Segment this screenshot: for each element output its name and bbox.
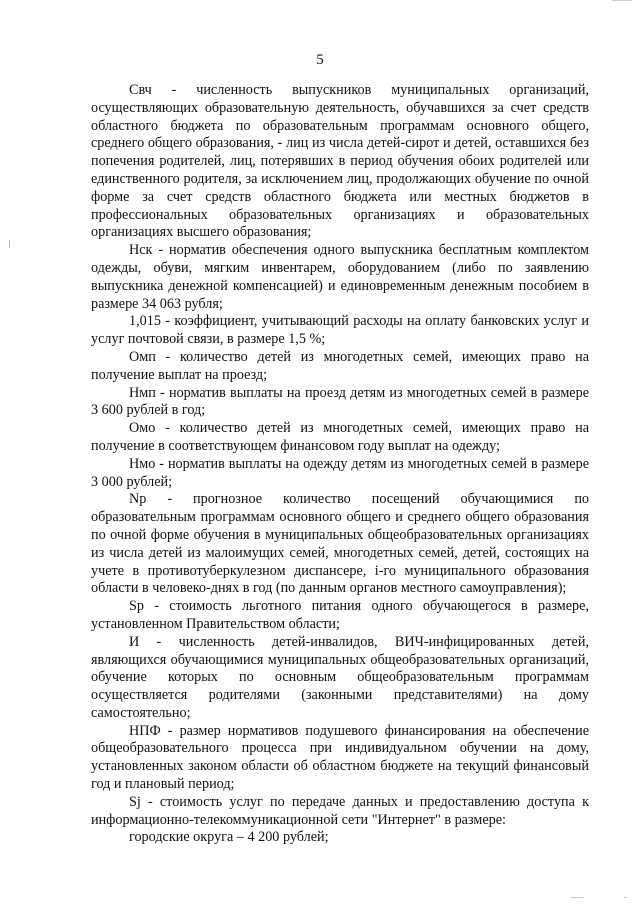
document-body: [91, 82, 589, 847]
paragraph-npf: НПФ - размер нормативов подушевого финансирования на обеспечение общеобразовательного процесса при индивидуальном обучении на дому, установленных законом области об областном бюджете на текущий финансовый год и плановый период;: [91, 722, 589, 793]
scan-artifact-mark: [612, 0, 632, 1]
paragraph-svch: Свч - численность выпускников муниципальных организаций, осуществляющих образовательную деятельность, обучавшихся за счет средств областного бюджета по образовательным программам основного общего, среднего общего образования, - лиц из числа детей-сирот и детей, оставшихся без попечения родителей, лиц, потерявших в период обучения обоих родителей или единственного родителя, за исключением лиц, продолжающих обучение по очной форме за счет средств областного бюджета или местных бюджетов в профессиональных образовательных организациях и образовательных организациях высшего образования;: [91, 82, 589, 241]
paragraph-sj: Sj - стоимость услуг по передаче данных и предоставлению доступа к информационно-телекоммуникационной сети "Интернет" в размере:: [91, 793, 589, 828]
page-number: 5: [316, 52, 324, 68]
scan-artifact-mark: [9, 240, 10, 248]
paragraph-city-districts: городские округа – 4 200 рублей;: [129, 829, 329, 846]
paragraph-nmp: Нмп - норматив выплаты на проезд детям из многодетных семей в размере 3 600 рублей в год;: [91, 384, 589, 419]
scan-artifact-mark: [570, 897, 584, 898]
paragraph-nsk: Нск - норматив обеспечения одного выпускника бесплатным комплектом одежды, обуви, мягким инвентарем, оборудованием (либо по заявлению выпускника денежной компенсацией) и единовременным денежным пособием в размере 34 063 рубля;: [91, 242, 589, 312]
scan-artifact-mark: [624, 897, 627, 898]
paragraph-nmo: Нмо - норматив выплаты на одежду детям из многодетных семей в размере 3 000 рублей;: [91, 455, 589, 490]
paragraph-coefficient: 1,015 - коэффициент, учитывающий расходы на оплату банковских услуг и услуг почтовой связи, в размере 1,5 %;: [91, 313, 589, 348]
paragraph-i: И - численность детей-инвалидов, ВИЧ-инфицированных детей, являющихся обучающимися муниципальных общеобразовательных организаций, обучение которых по основным общеобразовательным программам осуществляется родителями (законными представителями) на дому самостоятельно;: [91, 633, 589, 721]
paragraph-omo: Омо - количество детей из многодетных семей, имеющих право на получение в соответствующем финансовом году выплат на одежду;: [91, 420, 589, 454]
paragraph-np: Np - прогнозное количество посещений обучающимися по образовательным программам основного общего и среднего общего образования по очной форме обучения в муниципальных общеобразовательных организациях из числа детей из малоимущих семей, многодетных семей, детей, состоящих на учете в противотуберкулезном диспансере, i-го муниципального образования области в человеко-днях в год (по данным органов местного самоуправления);: [91, 491, 589, 597]
paragraph-omp: Омп - количество детей из многодетных семей, имеющих право на получение выплат на проезд;: [91, 348, 589, 383]
paragraph-sp: Sp - стоимость льготного питания одного обучающегося в размере, установленном Правительством области;: [91, 598, 589, 632]
